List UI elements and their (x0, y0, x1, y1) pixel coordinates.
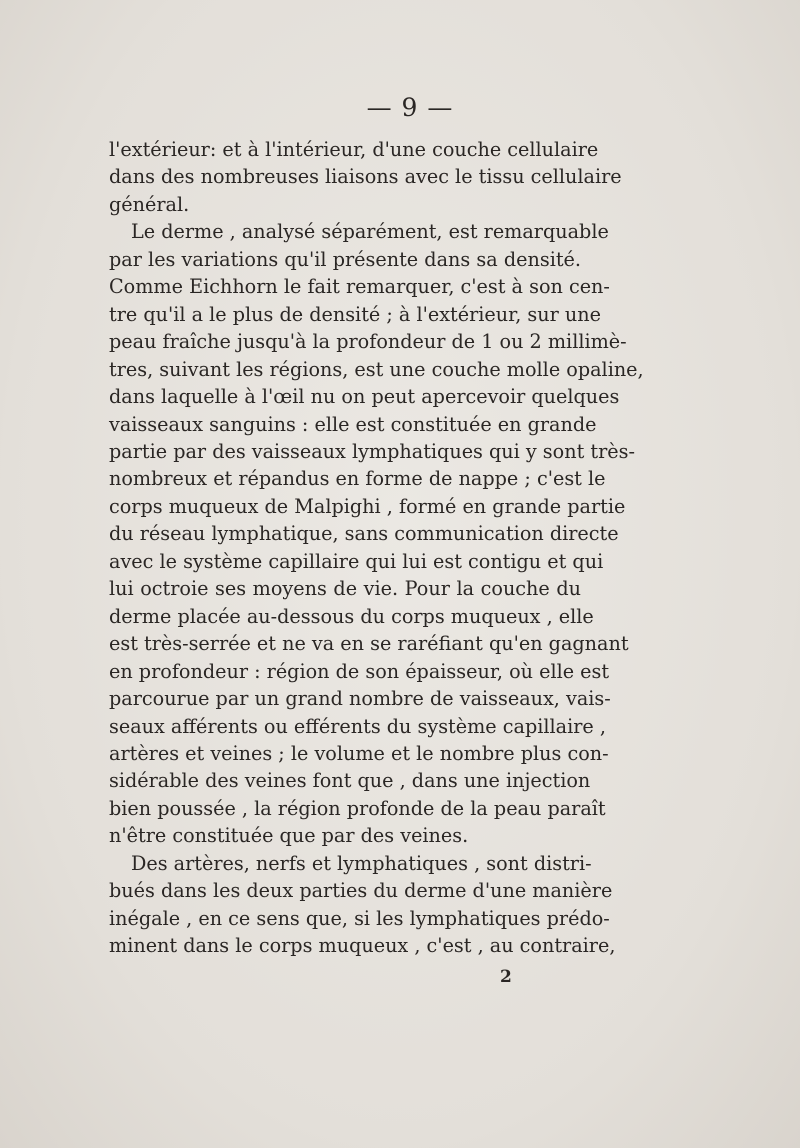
text-line: derme placée au-dessous du corps muqueux , elle (109, 604, 594, 628)
text-line: bués dans les deux parties du derme d'une manière (109, 879, 613, 903)
text-line: dans des nombreuses liaisons avec le tissu cellulaire (109, 165, 622, 189)
text-line: nombreux et répandus en forme de nappe ; c'est le (109, 467, 606, 491)
text-line: peau fraîche jusqu'à la profondeur de 1 ou 2 millimè- (109, 330, 627, 354)
text-line: général. (109, 192, 190, 216)
signature-mark: 2 (500, 967, 512, 987)
text-line: sidérable des veines font que , dans une injection (109, 769, 591, 793)
text-line: Comme Eichhorn le fait remarquer, c'est à son cen- (109, 275, 610, 299)
text-line: tre qu'il a le plus de densité ; à l'extérieur, sur une (109, 302, 601, 326)
text-line: Des artères, nerfs et lymphatiques , sont distri- (131, 851, 592, 875)
text-line: est très-serrée et ne va en se raréfiant qu'en gagnant (109, 632, 629, 656)
text-line: bien poussée , la région profonde de la peau paraît (109, 796, 606, 820)
text-line: n'être constituée que par des veines. (109, 824, 469, 848)
text-line: dans laquelle à l'œil nu on peut apercevoir quelques (109, 385, 620, 409)
text-line: par les variations qu'il présente dans sa densité. (109, 247, 581, 271)
page-number: — 9 — (366, 93, 454, 122)
text-line: Le derme , analysé séparément, est remarquable (131, 220, 609, 244)
text-line: vaisseaux sanguins : elle est constituée en grande (109, 412, 597, 436)
text-line: avec le système capillaire qui lui est contigu et qui (109, 549, 604, 573)
text-line: en profondeur : région de son épaisseur, où elle est (109, 659, 610, 683)
text-line: artères et veines ; le volume et le nombre plus con- (109, 741, 609, 765)
text-line: inégale , en ce sens que, si les lymphatiques prédo- (109, 906, 610, 930)
text-line: parcourue par un grand nombre de vaisseaux, vais- (109, 687, 611, 711)
text-line: l'extérieur: et à l'intérieur, d'une couche cellulaire (109, 138, 599, 161)
text-line: tres, suivant les régions, est une couche molle opaline, (109, 357, 644, 381)
text-line: lui octroie ses moyens de vie. Pour la couche du (109, 577, 581, 601)
text-line: minent dans le corps muqueux , c'est , au contraire, (109, 934, 616, 958)
text-line: partie par des vaisseaux lymphatiques qui y sont très- (109, 439, 635, 463)
text-line: du réseau lymphatique, sans communication directe (109, 522, 619, 546)
text-line: seaux afférents ou efférents du système capillaire , (109, 714, 606, 738)
text-line: corps muqueux de Malpighi , formé en grande partie (109, 494, 626, 518)
body-text (109, 136, 644, 960)
